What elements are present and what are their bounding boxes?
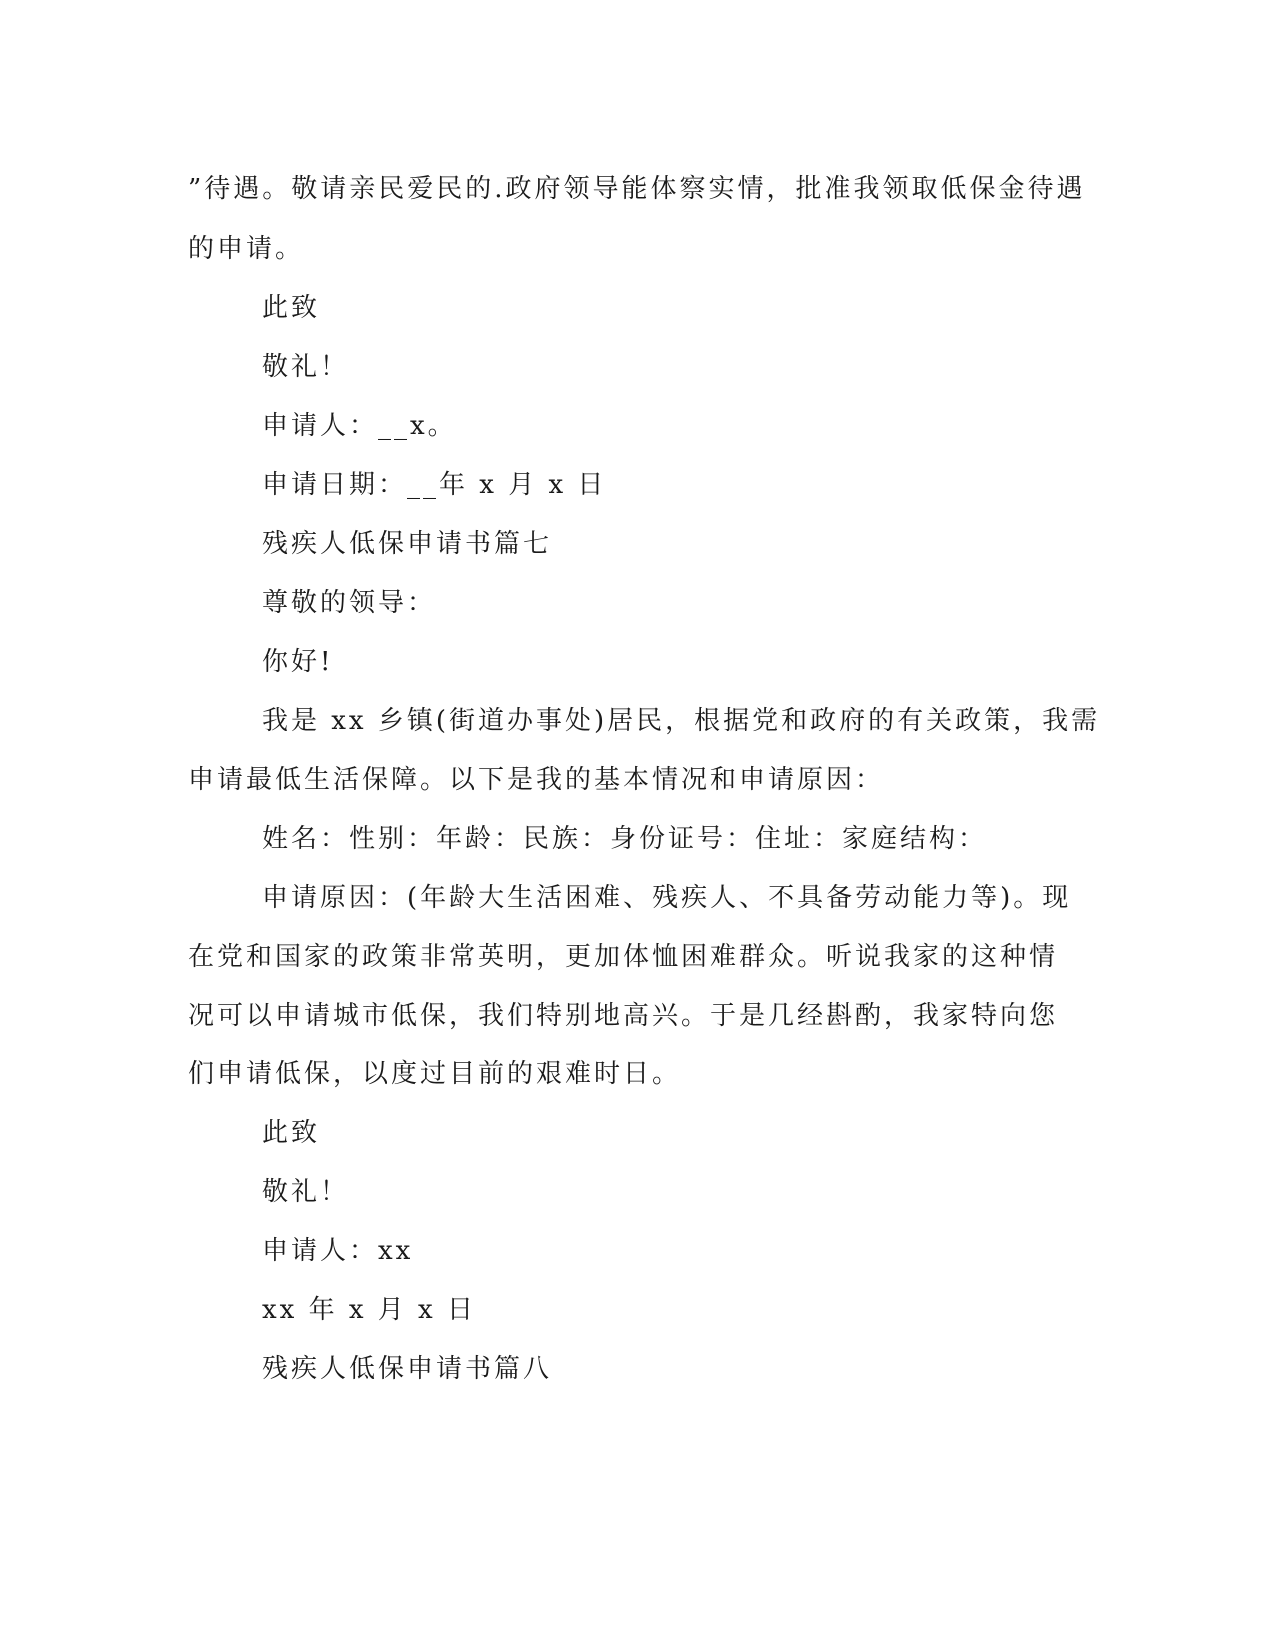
salutation-line: 此致 (262, 1118, 321, 1148)
salutation-line: 敬礼！ (262, 352, 350, 382)
applicant-line: 申请人：xx (262, 1236, 414, 1266)
paragraph-line: 申请原因：(年龄大生活困难、残疾人、不具备劳动能力等)。现 (262, 883, 1072, 913)
salutation-line: 敬礼！ (262, 1177, 350, 1207)
paragraph-line: ”待遇。敬请亲民爱民的.政府领导能体察实情，批准我领取低保金待遇 (188, 174, 1086, 204)
paragraph-line: 我是 xx 乡镇(街道办事处)居民，根据党和政府的有关政策，我需 (262, 706, 1101, 736)
salutation-line: 此致 (262, 293, 321, 323)
greeting-line: 尊敬的领导： (262, 588, 437, 618)
greeting-line: 你好! (262, 647, 334, 677)
paragraph-line: 况可以申请城市低保，我们特别地高兴。于是几经斟酌，我家特向您 (188, 1001, 1059, 1031)
paragraph-line: 们申请低保，以度过目前的艰难时日。 (188, 1059, 682, 1089)
date-line: 申请日期：__年 x 月 x 日 (262, 470, 607, 500)
paragraph-line: 申请最低生活保障。以下是我的基本情况和申请原因： (188, 765, 885, 795)
paragraph-line: 的申请。 (188, 234, 305, 264)
info-fields-line: 姓名：性别：年龄：民族：身份证号：住址：家庭结构： (262, 824, 988, 854)
section-heading: 残疾人低保申请书篇七 (262, 529, 553, 559)
section-heading: 残疾人低保申请书篇八 (262, 1354, 553, 1384)
applicant-line: 申请人：__x。 (262, 411, 457, 441)
paragraph-line: 在党和国家的政策非常英明，更加体恤困难群众。听说我家的这种情 (188, 942, 1059, 972)
date-line: xx 年 x 月 x 日 (262, 1295, 476, 1325)
